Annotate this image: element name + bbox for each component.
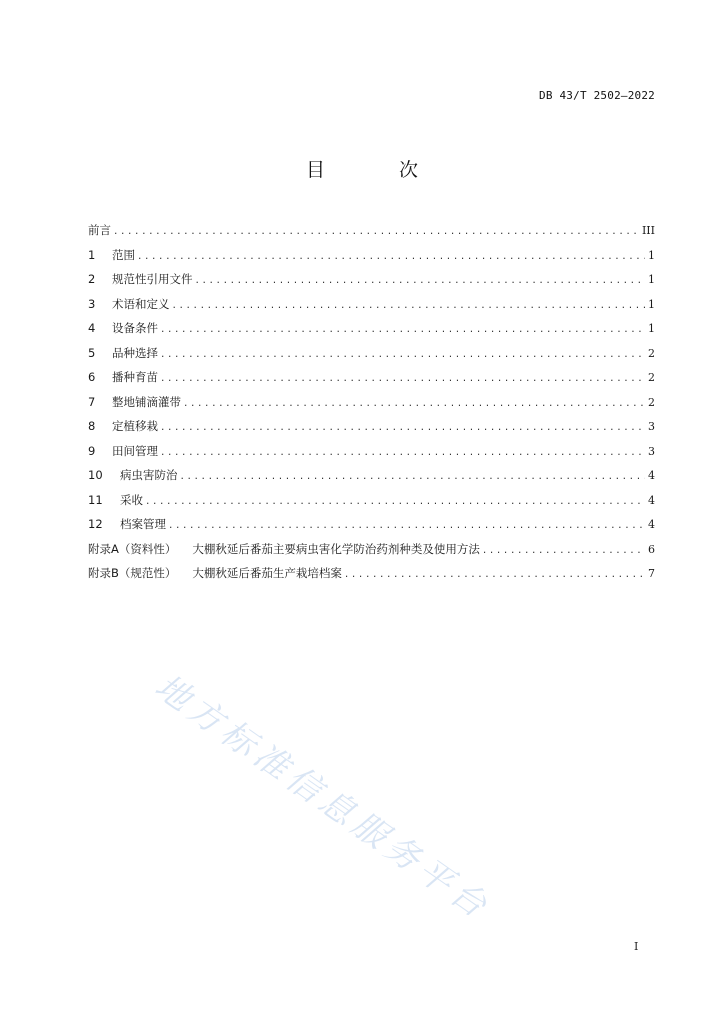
toc-entry-2[interactable] [88,267,655,292]
toc-page-number: 2 [648,371,655,384]
toc-label: 定植移栽 [112,419,158,433]
toc-leader-dots [160,318,645,343]
toc-label: 品种选择 [112,345,158,360]
toc-appendix-label: 附录A（资料性） [88,541,177,556]
toc-entry-9[interactable] [88,439,655,464]
table-of-contents [88,218,655,586]
toc-page-number: 1 [648,248,655,262]
toc-label: 前言 [88,223,111,237]
toc-appendix-label: 附录B（规范性） [88,566,177,580]
toc-page-number: 4 [648,493,655,507]
toc-section-number: 1 [88,247,96,262]
toc-label: 术语和定义 [112,296,170,311]
toc-entry-11[interactable] [88,488,655,513]
toc-page-number: 2 [648,395,655,409]
toc-leader-dots [113,220,640,245]
toc-page-number: 7 [648,567,655,580]
toc-page-number: III [641,224,655,237]
toc-leader-dots [145,490,645,515]
toc-entry-10[interactable] [88,463,655,488]
toc-section-number: 9 [88,443,96,458]
toc-section-number: 11 [88,492,103,507]
toc-entry-foreword[interactable] [88,218,655,243]
standard-code: DB 43/T 2502—2022 [539,89,655,102]
toc-section-number: 3 [88,296,96,311]
toc-label: 规范性引用文件 [112,272,193,286]
toc-page-number: 3 [648,420,655,433]
toc-label: 档案管理 [120,517,166,531]
toc-section-number: 6 [88,370,96,384]
toc-entry-6[interactable] [88,365,655,390]
toc-entry-3[interactable] [88,292,655,317]
toc-entry-4[interactable] [88,316,655,341]
toc-label: 田间管理 [112,443,158,458]
toc-label: 病虫害防治 [120,468,178,482]
toc-label: 整地铺滴灌带 [112,394,181,409]
toc-section-number: 7 [88,394,96,409]
toc-entry-8[interactable] [88,414,655,439]
toc-page-number: 4 [648,469,655,482]
toc-label: 播种育苗 [112,370,158,384]
toc-leader-dots [195,269,646,294]
toc-page-number: 2 [648,346,655,360]
toc-section-number: 8 [88,419,96,433]
toc-section-number: 2 [88,272,96,286]
toc-leader-dots [168,514,645,539]
toc-page-number: 4 [648,518,655,531]
toc-leader-dots [172,294,646,319]
toc-leader-dots [137,245,645,270]
toc-leader-dots [180,465,646,490]
toc-label: 大棚秋延后番茄生产栽培档案 [192,566,342,580]
toc-leader-dots [160,441,645,466]
toc-label: 大棚秋延后番茄主要病虫害化学防治药剂种类及使用方法 [192,541,480,556]
toc-leader-dots [482,539,645,564]
toc-section-number: 5 [88,345,96,360]
toc-leader-dots [160,367,645,392]
toc-label: 设备条件 [112,321,158,335]
toc-section-number: 10 [88,468,103,482]
toc-label: 采收 [120,492,143,507]
watermark: 地方标准信息服务平台 [147,666,499,929]
toc-page-number: 1 [648,297,655,311]
toc-page-number: 1 [648,273,655,286]
toc-leader-dots [344,563,645,588]
toc-entry-appendix-a[interactable] [88,537,655,562]
toc-entry-appendix-b[interactable] [88,561,655,586]
page-number: I [634,940,639,953]
toc-entry-12[interactable] [88,512,655,537]
toc-section-number: 4 [88,321,96,335]
page-title: 目 次 [305,159,453,181]
toc-leader-dots [160,343,645,368]
toc-label: 范围 [112,247,135,262]
toc-entry-1[interactable] [88,243,655,268]
toc-section-number: 12 [88,517,103,531]
toc-page-number: 1 [648,322,655,335]
toc-leader-dots [183,392,645,417]
toc-leader-dots [160,416,645,441]
toc-page-number: 6 [648,542,655,556]
toc-entry-7[interactable] [88,390,655,415]
toc-page-number: 3 [648,444,655,458]
toc-entry-5[interactable] [88,341,655,366]
